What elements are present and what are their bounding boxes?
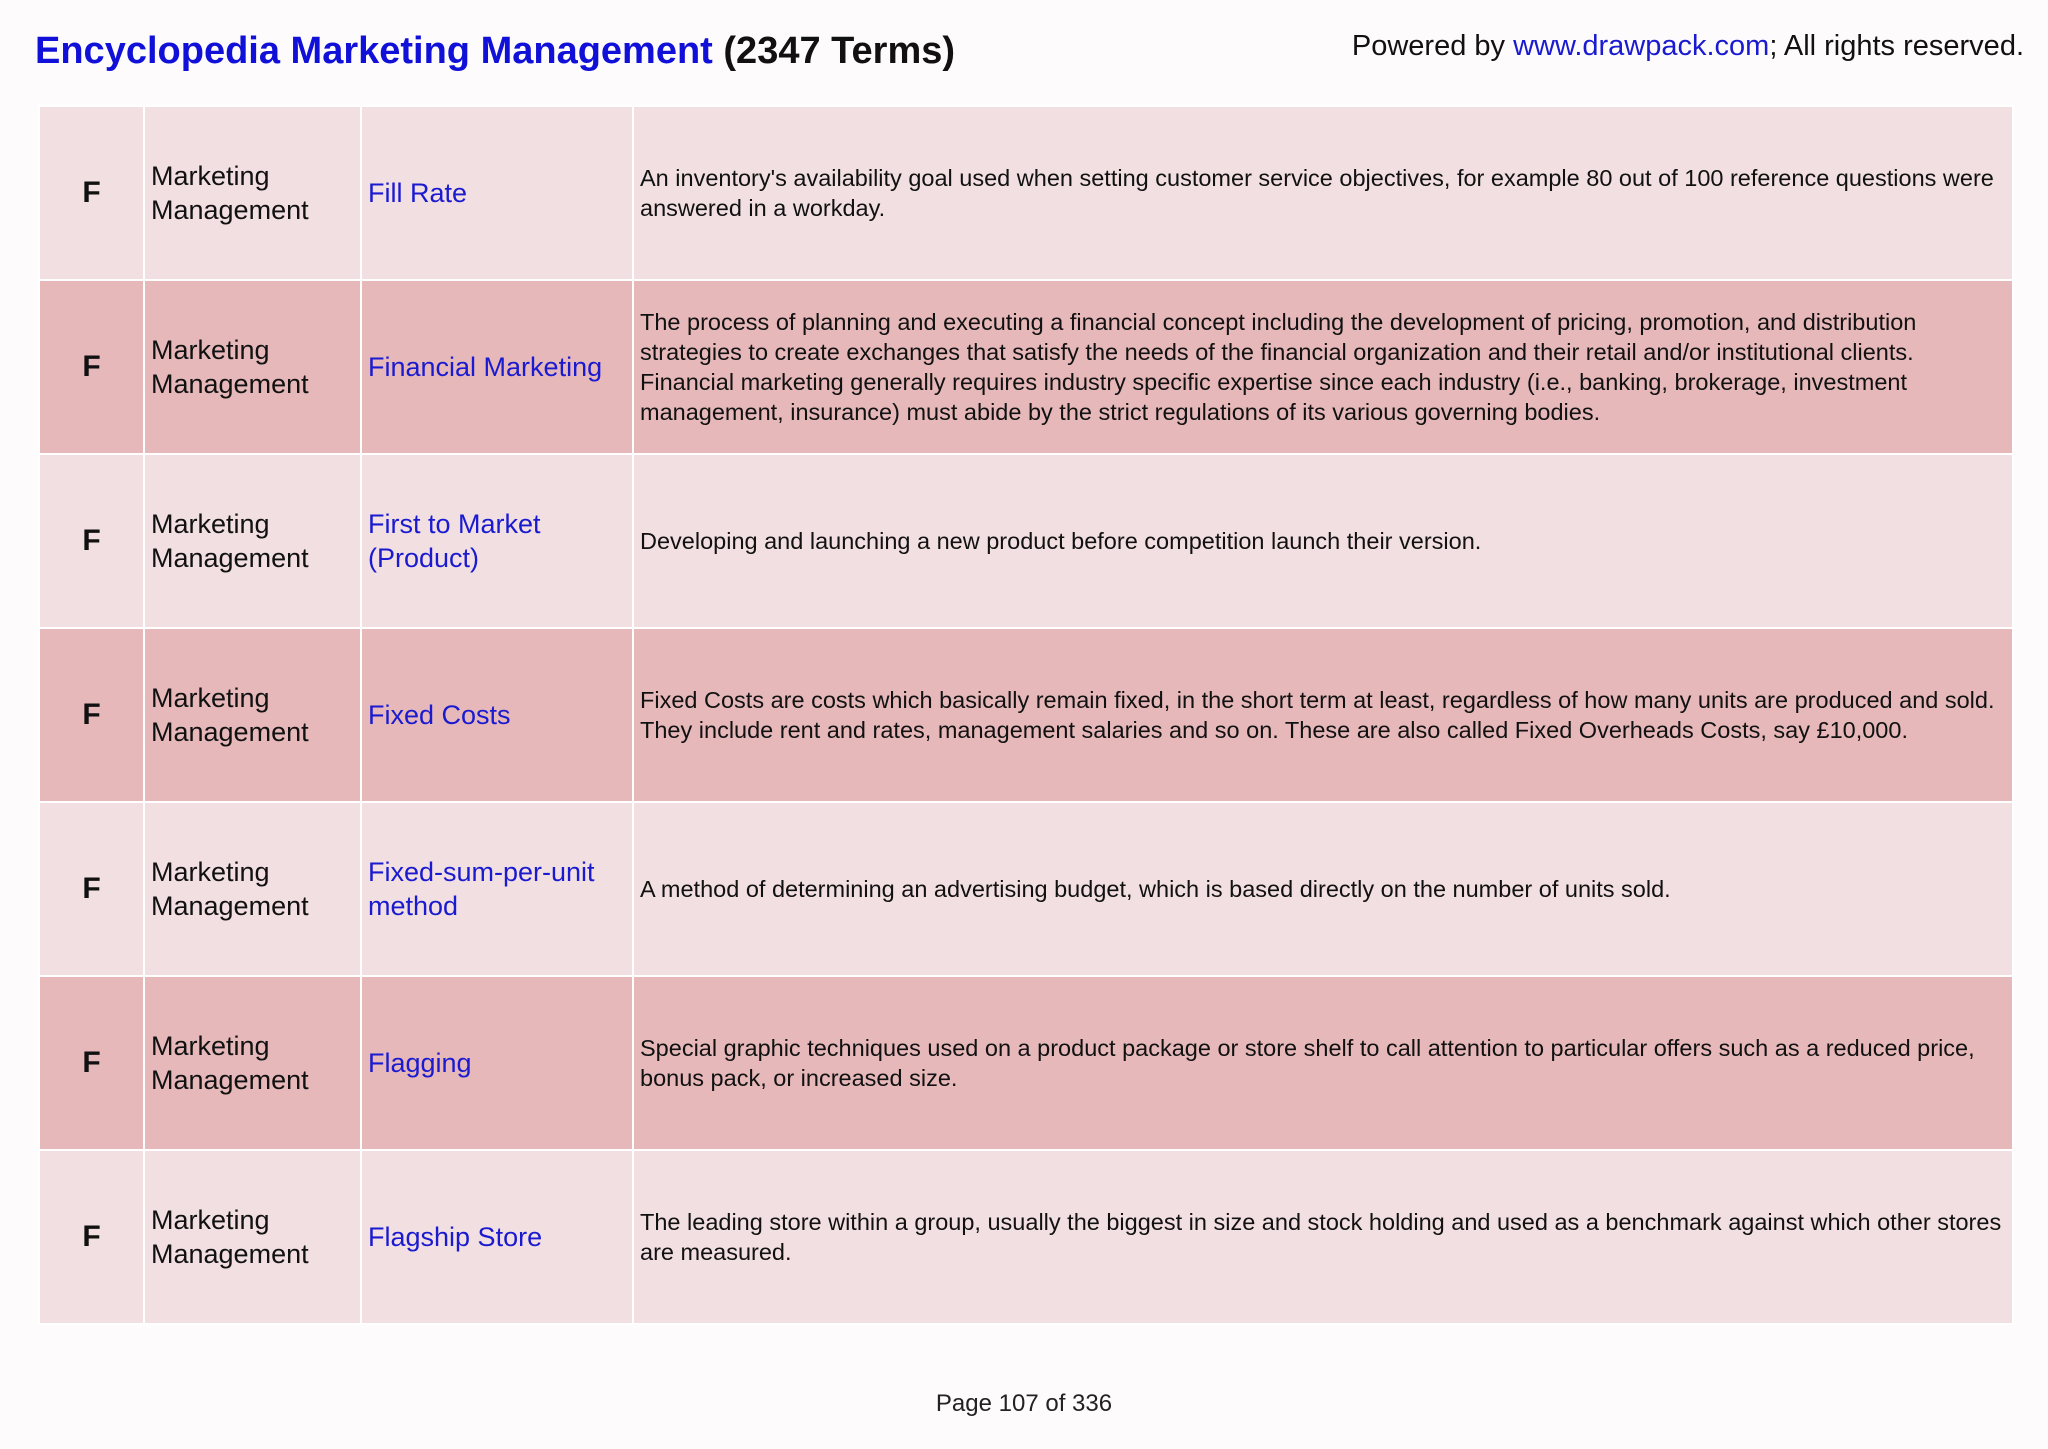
term-link[interactable]: Flagging bbox=[368, 1048, 472, 1078]
category-cell: Marketing Management bbox=[144, 106, 361, 280]
letter-cell: F bbox=[39, 106, 144, 280]
definition-cell: Special graphic techniques used on a product package or store shelf to call attention to particular offers such as a reduced price, bonus pack, or increased size. bbox=[633, 976, 2013, 1150]
term-cell[interactable] bbox=[361, 280, 633, 454]
category-cell: Marketing Management bbox=[144, 802, 361, 976]
page-title bbox=[35, 30, 955, 73]
term-link[interactable]: Financial Marketing bbox=[368, 352, 603, 382]
category-cell: Marketing Management bbox=[144, 1150, 361, 1324]
powered-suffix: ; All rights reserved. bbox=[1769, 30, 2024, 62]
category-cell: Marketing Management bbox=[144, 628, 361, 802]
letter-cell: F bbox=[39, 628, 144, 802]
category-cell: Marketing Management bbox=[144, 976, 361, 1150]
term-cell[interactable] bbox=[361, 802, 633, 976]
powered-by bbox=[1352, 30, 2024, 63]
term-cell[interactable] bbox=[361, 106, 633, 280]
page-number: Page 107 of 336 bbox=[935, 1390, 1113, 1417]
title-link[interactable]: Encyclopedia Marketing Management bbox=[35, 30, 713, 72]
terms-table bbox=[38, 105, 2014, 1325]
term-count: (2347 Terms) bbox=[712, 30, 956, 72]
definition-cell: A method of determining an advertising budget, which is based directly on the number of units sold. bbox=[633, 802, 2013, 976]
term-cell[interactable] bbox=[361, 976, 633, 1150]
table-row bbox=[39, 454, 2013, 628]
term-cell[interactable] bbox=[361, 454, 633, 628]
term-link[interactable]: Fixed-sum-per-unit method bbox=[368, 857, 595, 921]
term-cell[interactable] bbox=[361, 1150, 633, 1324]
site-link[interactable]: www.drawpack.com bbox=[1513, 30, 1770, 62]
term-link[interactable]: Fill Rate bbox=[368, 178, 468, 208]
table-row bbox=[39, 106, 2013, 280]
term-link[interactable]: Flagship Store bbox=[368, 1222, 543, 1252]
category-cell: Marketing Management bbox=[144, 454, 361, 628]
letter-cell: F bbox=[39, 976, 144, 1150]
letter-cell: F bbox=[39, 802, 144, 976]
definition-cell: The leading store within a group, usually the biggest in size and stock holding and used as a benchmark against which other stores are measured. bbox=[633, 1150, 2013, 1324]
letter-cell: F bbox=[39, 1150, 144, 1324]
table-row bbox=[39, 802, 2013, 976]
table-row bbox=[39, 280, 2013, 454]
table-row bbox=[39, 976, 2013, 1150]
letter-cell: F bbox=[39, 280, 144, 454]
definition-cell: Developing and launching a new product before competition launch their version. bbox=[633, 454, 2013, 628]
category-cell: Marketing Management bbox=[144, 280, 361, 454]
letter-cell: F bbox=[39, 454, 144, 628]
term-cell[interactable] bbox=[361, 628, 633, 802]
term-link[interactable]: First to Market (Product) bbox=[368, 509, 541, 573]
definition-cell: An inventory's availability goal used when setting customer service objectives, for example 80 out of 100 reference questions were answered in a workday. bbox=[633, 106, 2013, 280]
definition-cell: Fixed Costs are costs which basically remain fixed, in the short term at least, regardless of how many units are produced and sold. They include rent and rates, management salaries and so on. These are also called Fixed Overheads Costs, say £10,000. bbox=[633, 628, 2013, 802]
table-row bbox=[39, 628, 2013, 802]
definition-cell: The process of planning and executing a financial concept including the development of pricing, promotion, and distribution strategies to create exchanges that satisfy the needs of the financial organization and their retail and/or institutional clients. Financial marketing generally requires industry specific expertise since each industry (i.e., banking, brokerage, investment management, insurance) must abide by the strict regulations of its various governing bodies. bbox=[633, 280, 2013, 454]
powered-prefix: Powered by bbox=[1351, 30, 1514, 62]
table-row bbox=[39, 1150, 2013, 1324]
term-link[interactable]: Fixed Costs bbox=[368, 700, 511, 730]
